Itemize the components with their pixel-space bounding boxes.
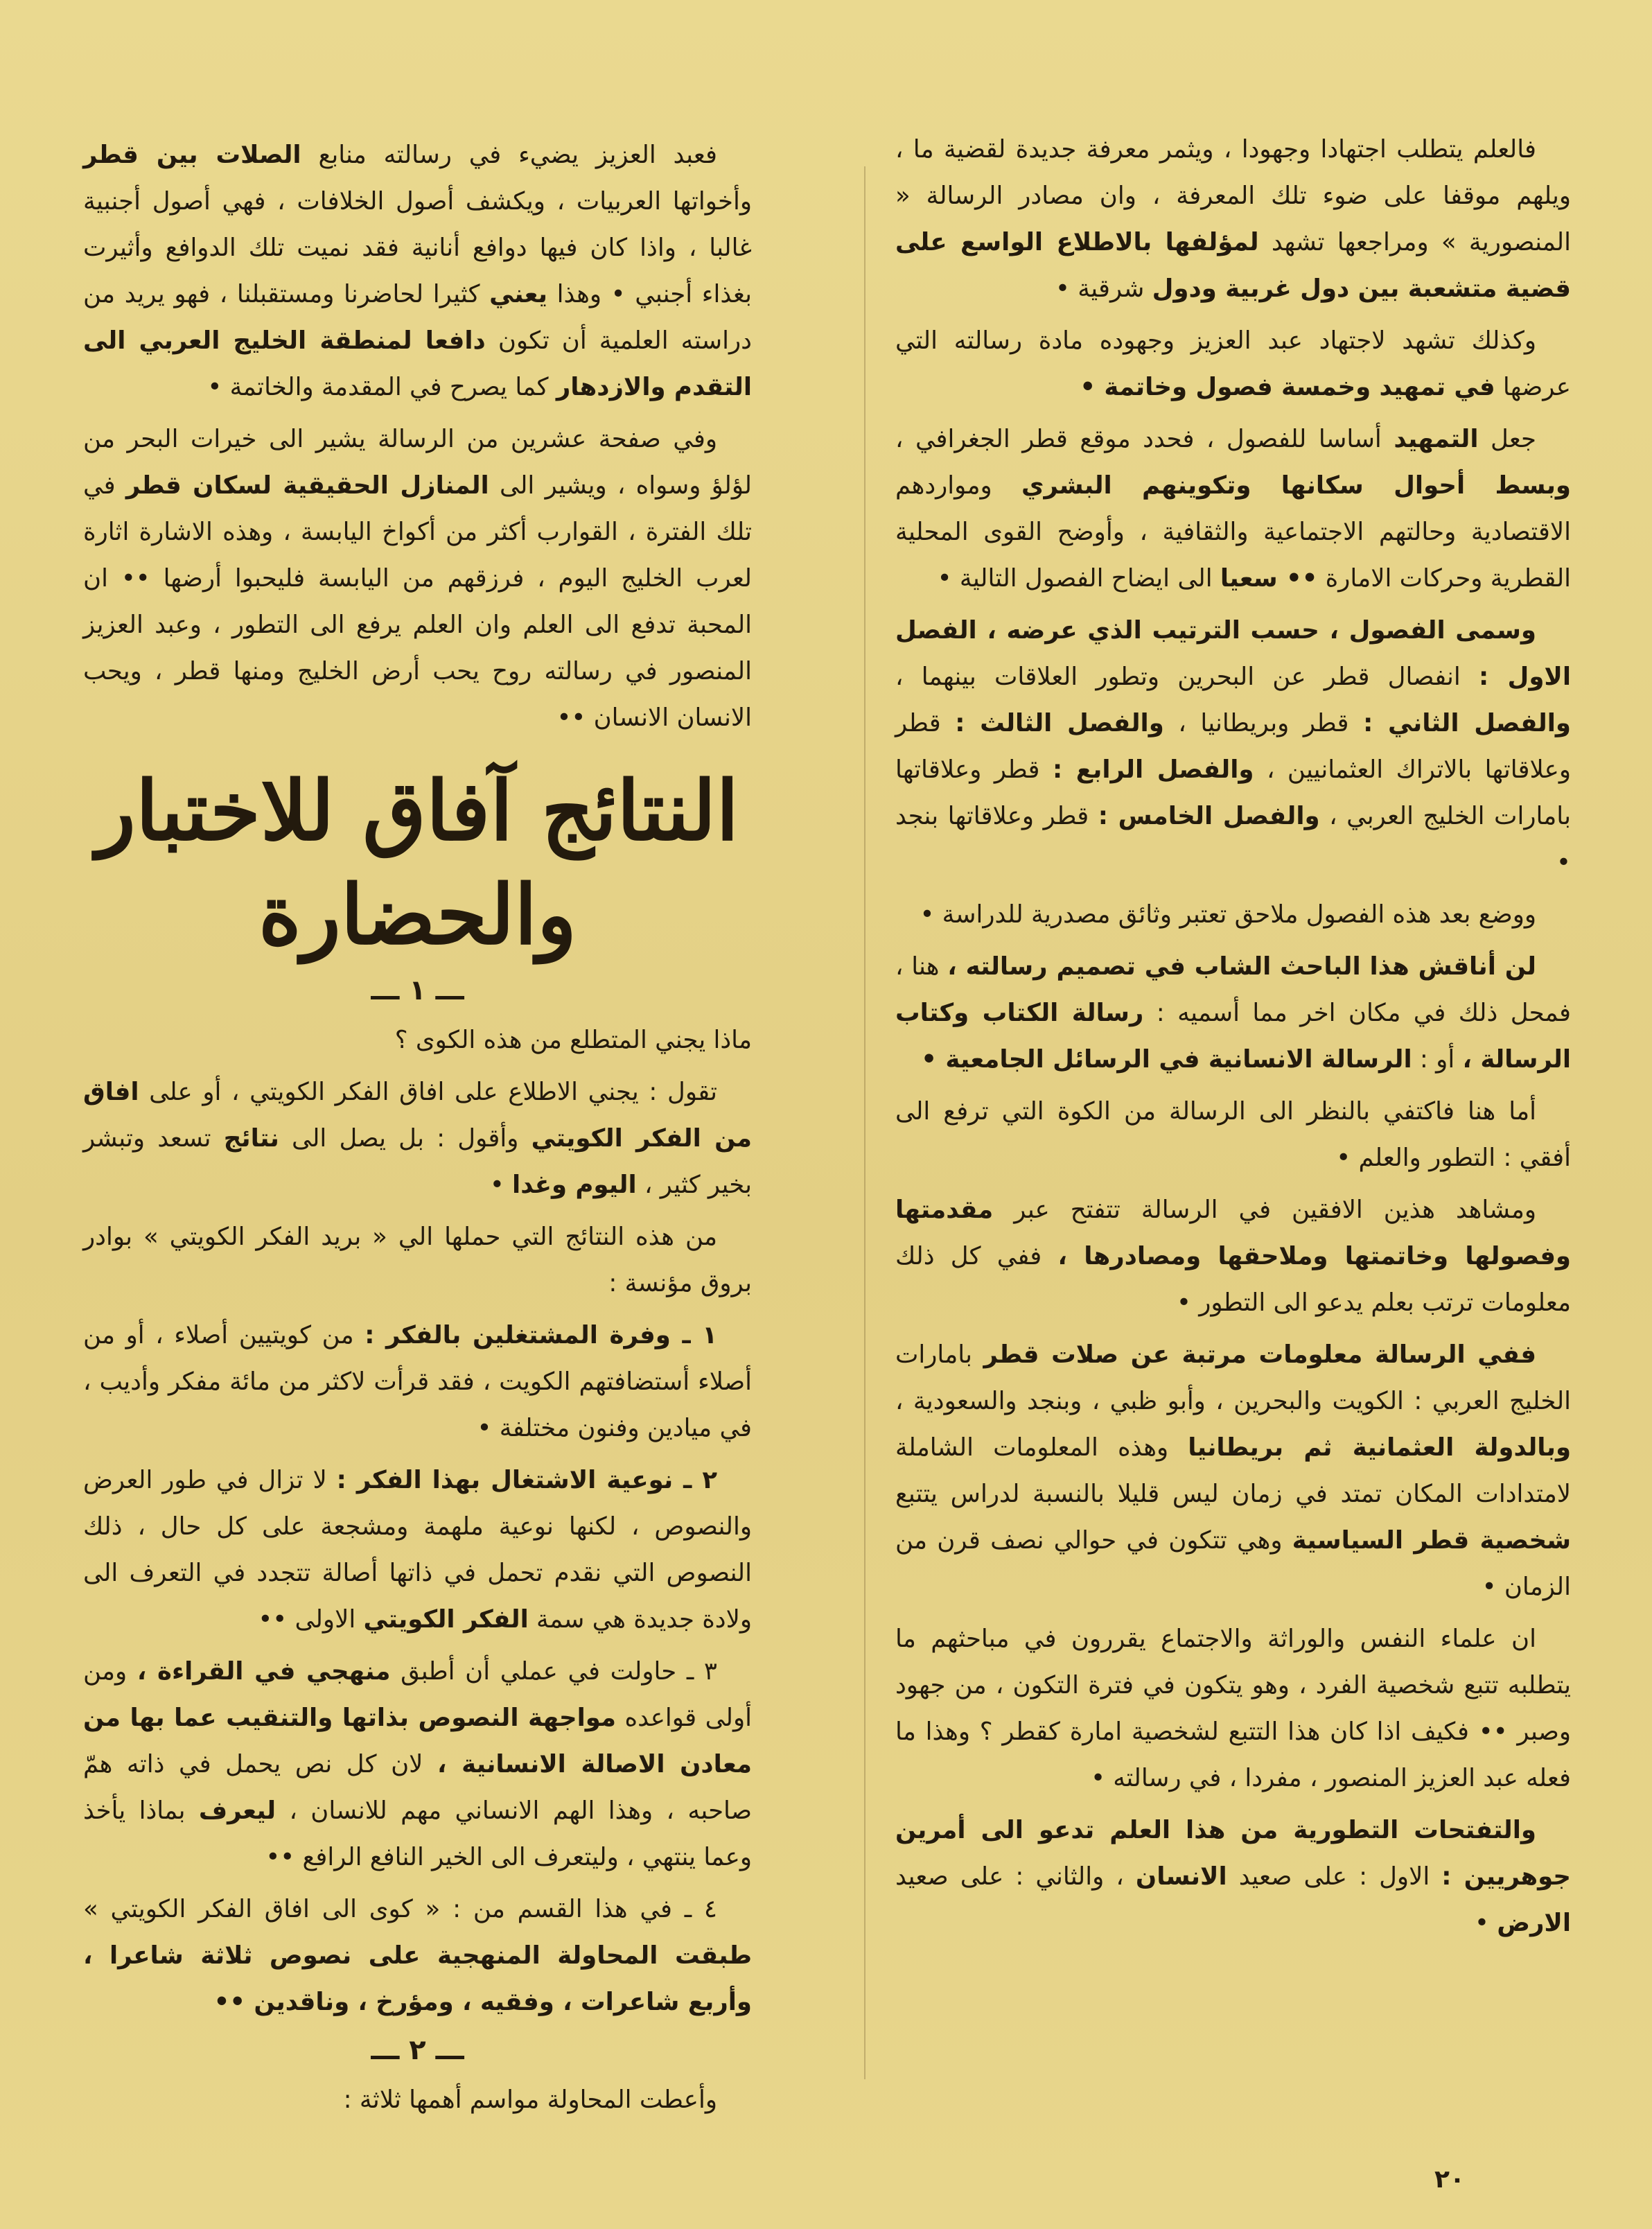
paragraph [895, 1331, 1571, 1610]
bold-text-run: والتفتحات التطورية من هذا العلم تدعو الى أمرين جوهريين : [895, 1816, 1571, 1891]
bold-text-run: لن أناقش هذا الباحث الشاب في تصميم رسالته ، [947, 952, 1537, 981]
bold-text-run: والفصل الرابع : [1053, 755, 1254, 784]
text-run: قطر وعلاقاتها بنجد • [895, 802, 1571, 877]
bold-text-run: افاق من الفكر الكويتي [83, 1078, 752, 1153]
bold-text-run: •• سعيا [1220, 564, 1318, 593]
text-run: وهي تتكون في حوالي نصف قرن من الزمان • [895, 1526, 1571, 1601]
text-run: فالعلم يتطلب اجتهادا وجهودا ، ويثمر معرفة جديدة لقضية ما ، ويلهم موقفا على ضوء تلك المعرفة ، وان مصادر الرسالة « المنصورية » ومراجعها تشهد [895, 135, 1571, 256]
text-run: • [489, 1171, 513, 1199]
text-run: ومن أولى قواعده [83, 1657, 752, 1732]
list-item [83, 1886, 752, 2025]
bold-text-run: رسالة الكتاب وكتاب الرسالة ، [895, 999, 1571, 1074]
text-run: الاول : على صعيد [1227, 1862, 1442, 1891]
text-run: ، والثاني : على صعيد [895, 1862, 1136, 1891]
bold-text-run: منهجي في القراءة ، [137, 1657, 391, 1686]
paragraph [895, 943, 1571, 1083]
text-run: شرقية • [1055, 274, 1152, 303]
text-run: أما هنا فاكتفي بالنظر الى الرسالة من الكوة التي ترفع الى أفقي : التطور والعلم • [895, 1097, 1571, 1172]
text-run: تسعد وتبشر بخير كثير ، [83, 1124, 752, 1199]
bold-text-run: الانسان [1135, 1862, 1227, 1891]
paragraph [895, 317, 1571, 410]
text-run: وهذه المعلومات الشاملة لامتدادات المكان تمتد في زمان ليس قليلا بالنسبة لدراس يتتبع [895, 1433, 1571, 1508]
text-run: ومشاهد هذين الافقين في الرسالة تتفتح عبر [993, 1196, 1536, 1224]
bold-text-run: دافعا لمنطقة الخليج العربي الى التقدم والازدهار [83, 326, 752, 401]
text-run: هنا ، فمحل ذلك في مكان اخر مما أسميه : [895, 952, 1571, 1027]
text-run: ففي كل ذلك معلومات ترتب بعلم يدعو الى التطور • [895, 1242, 1571, 1317]
text-run: وكذلك تشهد لاجتهاد عبد العزيز وجهوده مادة رسالته التي عرضها [895, 326, 1571, 401]
bold-text-run: وبسط أحوال سكانها وتكوينهم البشري [1021, 471, 1571, 500]
text-run: ماذا يجني المتطلع من هذه الكوى ؟ [394, 1026, 752, 1054]
text-run: أساسا للفصول ، فحدد موقع قطر الجغرافي ، [895, 425, 1394, 453]
paragraph [83, 1017, 752, 1063]
text-run: ٣ ـ حاولت في عملي أن أطبق [390, 1657, 717, 1686]
text-run: أو : [1412, 1045, 1463, 1074]
bold-text-run: والفصل الثاني : [1363, 709, 1571, 737]
list-item [83, 1312, 752, 1451]
paragraph [895, 1807, 1571, 1946]
bold-text-run: مواجهة النصوص بذاتها والتنقيب عما بها من معادن الاصالة الانسانية ، [83, 1704, 752, 1778]
text-run: كما يصرح في المقدمة والخاتمة • [207, 373, 556, 401]
section-number: ـــ ٢ ـــ [371, 2034, 464, 2066]
text-run: لا تزال في طور العرض والنصوص ، لكنها نوعية ملهمة ومشجعة على كل حال ، ذلك النصوص التي نقدم تحمل في ذاتها أصالة تتجدد في التعرف الى ولادة جديدة هي سمة [83, 1466, 752, 1634]
bold-text-run: شخصية قطر السياسية [1292, 1526, 1572, 1555]
paragraph [895, 1088, 1571, 1181]
text-run: في تلك الفترة ، القوارب أكثر من أكواخ اليابسة ، وهذه الاشارة اثارة لعرب الخليج اليوم ، فرزقهم من اليابسة فليحبوا أرضها •• ان المحبة تدفع الى العلم وان العلم يرفع الى التطور ، وعبد العزيز المنصور في رسالته روح يحب أرض الخليج ومنها قطر ، ويحب الانسان الانسان •• [83, 471, 752, 732]
text-run: ٤ ـ في هذا القسم من : « كوى الى افاق الفكر الكويتي » [83, 1895, 717, 1923]
paragraph [83, 132, 752, 410]
page-number: ٢٠ [1434, 2165, 1465, 2194]
text-run: وفي صفحة عشرين من الرسالة يشير الى خيرات البحر من لؤلؤ وسواه ، ويشير الى [83, 425, 752, 500]
section-number: ـــ ١ ـــ [371, 974, 464, 1006]
text-run: من هذه النتائج التي حملها الي « بريد الفكر الكويتي » بوادر بروق مؤنسة : [83, 1223, 752, 1297]
paragraph [83, 2077, 752, 2123]
bold-text-run: الفكر الكويتي [363, 1605, 529, 1634]
list-item [83, 1648, 752, 1880]
text-run: ووضع بعد هذه الفصول ملاحق تعتبر وثائق مصدرية للدراسة • [920, 900, 1536, 929]
section-headline: النتائج آفاق للاختبار والحضارة [96, 762, 739, 963]
text-run: جعل [1478, 425, 1537, 453]
bold-text-run: ليعرف [198, 1797, 276, 1825]
text-run: الاولى •• [258, 1605, 364, 1634]
paragraph [895, 1187, 1571, 1326]
bold-text-run: ٢ ـ نوعية الاشتغال بهذا الفكر : [336, 1466, 717, 1494]
text-run: • [1474, 1909, 1497, 1937]
text-run: فعبد العزيز يضيء في رسالته منابع [301, 141, 717, 169]
text-run: وأقول : بل يصل الى [279, 1124, 531, 1153]
paragraph [895, 126, 1571, 312]
bold-text-run: يعني [489, 280, 547, 308]
paragraph [83, 1214, 752, 1306]
text-run: كثيرا لحاضرنا ومستقبلنا ، فهو يريد من دراسته العلمية أن تكون [83, 280, 752, 355]
text-run: قطر وعلاقاتها بامارات الخليج العربي ، [895, 755, 1571, 830]
bold-text-run: الصلات بين قطر [83, 141, 301, 169]
text-run: من كويتيين أصلاء ، أو من أصلاء أستضافتهم الكويت ، فقد قرأت لاكثر من مائة مفكر وأديب ، في ميادين وفنون مختلفة • [83, 1321, 752, 1442]
bold-text-run: والفصل الثالث : [955, 709, 1164, 737]
text-run: وأعطت المحاولة مواسم أهمها ثلاثة : [343, 2086, 717, 2114]
bold-text-run: الارض [1497, 1909, 1571, 1937]
left-column [83, 132, 752, 2129]
bold-text-run: مقدمتها وفصولها وخاتمتها وملاحقها ومصادرها ، [895, 1196, 1572, 1270]
bold-text-run: والفصل الخامس : [1098, 802, 1320, 830]
paragraph [895, 891, 1571, 938]
text-run: قطر وبريطانيا ، [1163, 709, 1364, 737]
bold-text-run: وسمى الفصول ، حسب الترتيب الذي عرضه ، الفصل الاول : [895, 616, 1572, 691]
text-run: لان كل نص يحمل في ذاته همّ صاحبه ، وهذا الهم الانساني مهم للانسان ، [83, 1750, 752, 1825]
text-run: ومواردهم الاقتصادية وحالتهم الاجتماعية والثقافية ، وأوضح القوى المحلية القطرية وحركات الامارة [895, 471, 1571, 593]
paragraph [895, 1616, 1571, 1801]
bold-text-run: الرسالة الانسانية في الرسائل الجامعية • [921, 1045, 1412, 1074]
text-run: ان علماء النفس والوراثة والاجتماع يقررون في مباحثهم ما يتطلبه تتبع شخصية الفرد ، وهو يتكون في فترة التكون ، من جهود وصبر •• فكيف اذا كان هذا التتبع لشخصية امارة كقطر ؟ وهذا ما فعله عبد العزيز المنصور ، مفردا ، في رسالته • [895, 1625, 1571, 1792]
paragraph [83, 1069, 752, 1208]
bold-text-run: نتائج [223, 1124, 279, 1153]
bold-text-run: وبالدولة العثمانية ثم بريطانيا [1188, 1433, 1572, 1462]
bold-text-run: طبقت المحاولة المنهجية على نصوص ثلاثة شاعرا ، وأربع شاعرات ، وفقيه ، ومؤرخ ، وناقدين •• [83, 1941, 752, 2016]
bold-text-run: المنازل الحقيقية لسكان قطر [125, 471, 489, 500]
list-item [83, 1457, 752, 1643]
text-run: انفصال قطر عن البحرين وتطور العلاقات بينهما ، [895, 663, 1479, 691]
text-run: قطر وعلاقاتها بالاتراك العثمانيين ، [895, 709, 1571, 784]
text-run: الى ايضاح الفصول التالية • [937, 564, 1220, 593]
text-run: وأخواتها العربيات ، ويكشف أصول الخلافات ، فهي أصول أجنبية غالبا ، واذا كان فيها دوافع أنانية فقد نميت تلك الدوافع وأثيرت بغذاء أجنبي • وهذا [83, 187, 752, 308]
paragraph [83, 416, 752, 741]
bold-text-run: في تمهيد وخمسة فصول وخاتمة • [1080, 373, 1495, 401]
paragraph [895, 416, 1571, 602]
bold-text-run: ففي الرسالة معلومات مرتبة عن صلات قطر [983, 1340, 1536, 1369]
paragraph [895, 607, 1571, 886]
text-run: بامارات الخليج العربي : الكويت والبحرين ، وأبو ظبي ، وبنجد والسعودية ، [895, 1340, 1571, 1415]
bold-text-run: التمهيد [1394, 425, 1479, 453]
bold-text-run: ١ ـ وفرة المشتغلين بالفكر : [364, 1321, 717, 1349]
column-separator [864, 166, 865, 2079]
bold-text-run: اليوم وغدا [512, 1171, 637, 1199]
text-run: بماذا يأخذ وعما ينتهي ، وليتعرف الى الخير النافع الرافع •• [83, 1797, 752, 1871]
bold-text-run: لمؤلفها بالاطلاع الواسع على قضية متشعبة بين دول غربية ودول [895, 228, 1571, 303]
text-run: تقول : يجني الاطلاع على افاق الفكر الكويتي ، أو على [139, 1078, 717, 1106]
right-column [895, 126, 1571, 1952]
